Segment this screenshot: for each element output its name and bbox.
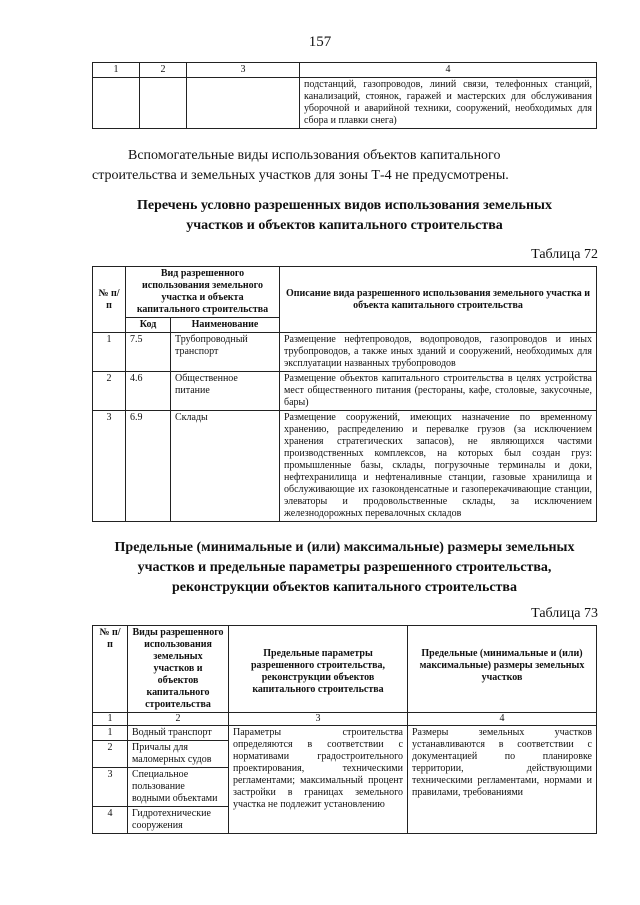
table-row (93, 372, 597, 411)
row-num: 1 (93, 726, 128, 741)
row-kind: Водный транспорт (128, 726, 229, 741)
index-row (93, 713, 597, 726)
aux-note-line: Вспомогательные виды использования объектов капитального (128, 148, 501, 163)
row-name: Трубопроводный транспорт (171, 333, 280, 372)
header-params: Предельные параметры разрешенного строительства, реконструкции объектов капитального строительства (229, 626, 408, 713)
section-title-line: участков и предельные параметры разрешенного строительства, (137, 560, 552, 575)
row-num: 1 (93, 333, 126, 372)
table-73 (92, 625, 597, 834)
header-kind: Вид разрешенного использования земельного участка и объекта капитального строительства (126, 267, 280, 318)
row-num: 3 (93, 768, 128, 807)
sizes-cell: Размеры земельных участков устанавливаются в соответствии с документацией по планировке территории, действующими техническими регламентами, нормами и правилами, требованиями (408, 726, 597, 834)
aux-note-line: строительства и земельных участков для зоны Т-4 не предусмотрены. (92, 168, 509, 183)
row-num: 4 (93, 807, 128, 834)
table-row (93, 78, 597, 129)
header-code: Код (126, 318, 171, 333)
header-kind: Виды разрешенного использования земельных участков и объектов капитального строительства (128, 626, 229, 713)
table-header-row (93, 267, 597, 318)
row-desc: Размещение сооружений, имеющих назначение по временному хранению, распределению и перевалке грузов (за исключением хранения стратегических запасов), не являющихся частями производственных комплексов, на которых был создан груз: промышленные базы, склады, погрузочные терминалы и доки, нефтехранилища и нефтеналивные станции, газовые хранилища и обслуживающие их газоконденсатные и газоперекачивающие станции, элеваторы и продовольственные склады, за исключением железнодорожных перевалочных складов (280, 411, 597, 522)
header-sizes: Предельные (минимальные и (или) максимальные) размеры земельных участков (408, 626, 597, 713)
row-num: 2 (93, 372, 126, 411)
table-caption: Таблица 72 (531, 247, 598, 262)
header-name: Наименование (171, 318, 280, 333)
section-title (92, 538, 597, 598)
section-title-line: реконструкции объектов капитального строительства (172, 580, 517, 595)
empty-cell (187, 78, 300, 129)
column-index: 3 (229, 713, 408, 726)
section-title-line: Предельные (минимальные и (или) максимальные) размеры земельных (114, 540, 575, 555)
column-index: 3 (187, 63, 300, 78)
section-title-line: Перечень условно разрешенных видов использования земельных (137, 198, 552, 213)
section-title-line: участков и объектов капитального строительства (186, 218, 503, 233)
continuation-text: подстанций, газопроводов, линий связи, телефонных станций, канализаций, стоянок, гаражей и мастерских для обслуживания уборочной и аварийной техники, сооружений, необходимых для сбора и плавки снега) (300, 78, 597, 129)
table-header-row (93, 63, 597, 78)
column-index: 2 (140, 63, 187, 78)
table-caption: Таблица 73 (531, 606, 598, 621)
row-kind: Причалы для маломерных судов (128, 741, 229, 768)
column-index: 2 (128, 713, 229, 726)
row-kind: Гидротехнические сооружения (128, 807, 229, 834)
aux-note (92, 146, 597, 186)
table-row (93, 333, 597, 372)
table-row (93, 411, 597, 522)
continuation-table (92, 62, 597, 129)
row-kind: Специальное пользование водными объектами (128, 768, 229, 807)
row-name: Склады (171, 411, 280, 522)
table-row (93, 726, 597, 741)
header-desc: Описание вида разрешенного использования земельного участка и объекта капитального строительства (280, 267, 597, 333)
column-index: 4 (408, 713, 597, 726)
row-code: 6.9 (126, 411, 171, 522)
section-title (92, 196, 597, 236)
row-num: 2 (93, 741, 128, 768)
header-num: № п/п (93, 267, 126, 333)
header-num: № п/п (93, 626, 128, 713)
empty-cell (93, 78, 140, 129)
row-desc: Размещение нефтепроводов, водопроводов, газопроводов и иных трубопроводов, а также иных зданий и сооружений, необходимых для эксплуатации названных трубопроводов (280, 333, 597, 372)
column-index: 1 (93, 63, 140, 78)
column-index: 1 (93, 713, 128, 726)
table-72 (92, 266, 597, 522)
page-number: 157 (308, 34, 332, 50)
row-code: 7.5 (126, 333, 171, 372)
row-num: 3 (93, 411, 126, 522)
params-cell: Параметры строительства определяются в соответствии с нормативами градостроительного проектирования, техническими регламентами; максимальный процент застройки в границах земельного участка не подлежит установлению (229, 726, 408, 834)
row-code: 4.6 (126, 372, 171, 411)
empty-cell (140, 78, 187, 129)
table-header-row (93, 626, 597, 713)
row-name: Общественное питание (171, 372, 280, 411)
row-desc: Размещение объектов капитального строительства в целях устройства мест общественного питания (рестораны, кафе, столовые, закусочные, бары) (280, 372, 597, 411)
column-index: 4 (300, 63, 597, 78)
